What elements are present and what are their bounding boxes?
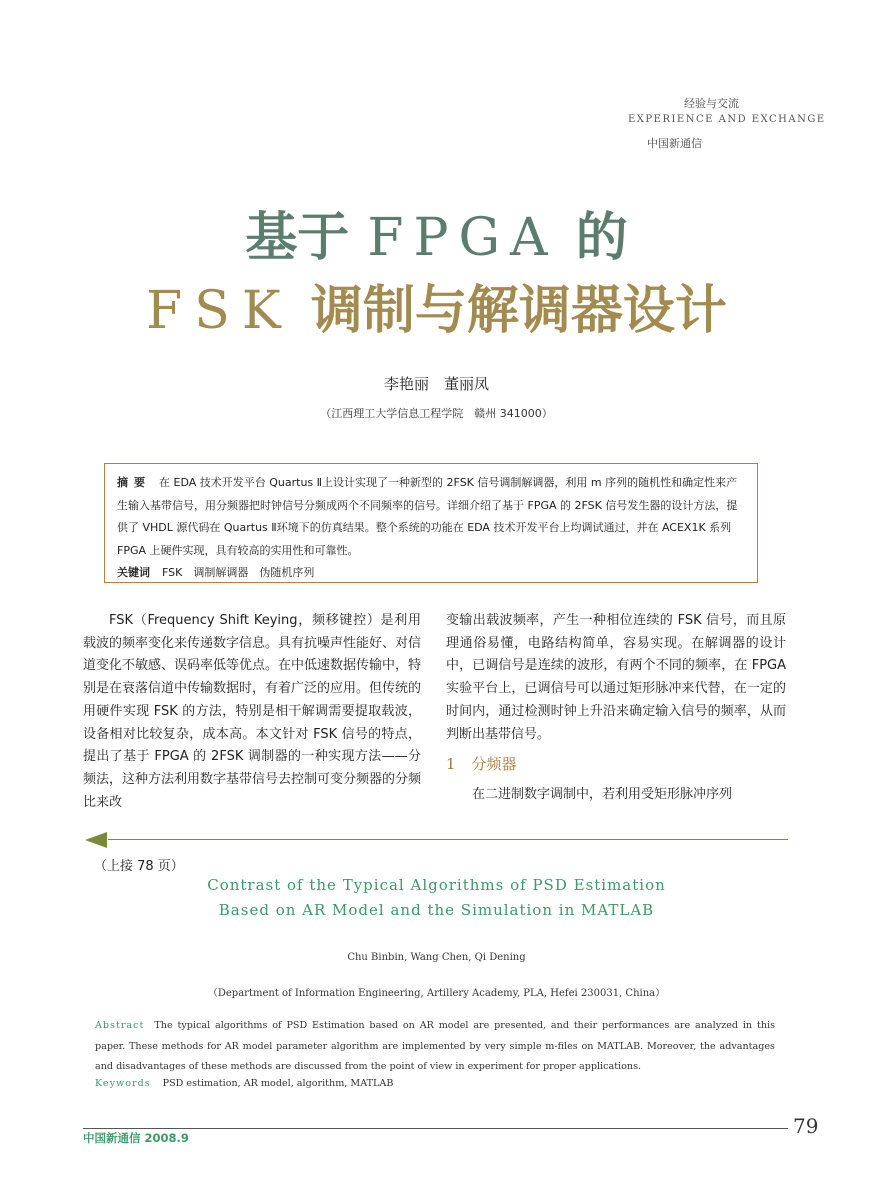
title-fpga: FPGA <box>367 208 558 268</box>
english-abstract <box>95 1016 775 1078</box>
english-abstract-label: Abstract <box>95 1020 145 1031</box>
footer-journal-issue: 中国新通信 2008.9 <box>83 1131 189 1145</box>
keywords-label: 关键词 <box>117 566 150 579</box>
body-column-right <box>446 610 786 807</box>
english-keywords <box>95 1078 393 1089</box>
english-title-line-1: Contrast of the Typical Algorithms of PSD Estimation <box>207 876 666 894</box>
section-heading <box>446 753 786 776</box>
section-category-cn: 经验与交流 <box>684 97 739 110</box>
title-cn-b: 的 <box>575 208 628 268</box>
english-authors: Chu Binbin, Wang Chen, Qi Dening <box>347 952 526 963</box>
body-paragraph: 在二进制数字调制中，若利用受矩形脉冲序列 <box>472 786 733 802</box>
abstract-text: 在 EDA 技术开发平台 Quartus Ⅱ上设计实现了一种新型的 2FSK 信号调制解调器，利用 m 序列的随机性和确定性来产生输入基带信号，用分频器把时钟信号分频成两个不同频率的信号。详细介绍了基于 FPGA 的 2FSK 信号发生器的设计方法，提供了 VHDL 源代码在 Quartus Ⅱ环境下的仿真结果。整个系统的功能在 EDA 技术开发平台上均调试通过，并在 ACEX1K 系列 FPGA 上硬件实现，具有较高的实用性和可靠性。 <box>117 476 738 557</box>
keywords-text: FSK 调制解调器 伪随机序列 <box>162 566 315 579</box>
section-title: 分频器 <box>471 755 517 774</box>
body-paragraph-continued: 变输出载波频率，产生一种相位连续的 FSK 信号，而且原理通俗易懂，电路结构简单，容易实现。在解调器的设计中，已调信号是连续的波形，有两个不同的频率，在 FPGA 实验平台上，已调信号可以通过矩形脉冲来代替，在一定的时间内，通过检测时钟上升沿来确定输入信号的频率，从而判断出基带信号。 <box>446 613 786 742</box>
body-column-left <box>83 610 421 814</box>
arrow-left-icon <box>85 832 107 848</box>
affiliation: （江西理工大学信息工程学院 赣州 341000） <box>320 407 553 420</box>
abstract-paragraph <box>117 472 745 562</box>
body-paragraph: FSK（Frequency Shift Keying，频移键控）是利用载波的频率变化来传递数字信息。具有抗噪声性能好、对信道变化不敏感、误码率低等优点。在中低速数据传输中，特别是在衰落信道中传输数据时，有着广泛的应用。但传统的用硬件实现 FSK 的方法，特别是相干解调需要提取载波，设备相对比较复杂，成本高。本文针对 FSK 信号的特点，提出了基于 FPGA 的 2FSK 调制器的一种实现方法——分频法，这种方法利用数字基带信号去控制可变分频器的分频比来改 <box>83 613 422 810</box>
english-affiliation: （Department of Information Engineering, Artillery Academy, PLA, Hefei 230031, China） <box>207 988 666 999</box>
title-cn-main: 调制与解调器设计 <box>310 281 727 341</box>
keywords-line <box>117 562 745 585</box>
separator-line <box>108 839 788 840</box>
english-abstract-text: The typical algorithms of PSD Estimation based on AR model are presented, and their performances are analyzed in this paper. These methods for AR model parameter algorithm are implemented by very simple m-files on MATLAB. Moreover, the advantages and disadvantages of these methods are discussed from the point of view in experiment for proper applications. <box>95 1020 775 1072</box>
english-keywords-text: PSD estimation, AR model, algorithm, MATLAB <box>162 1078 394 1089</box>
abstract-label: 摘要 <box>117 476 151 489</box>
section-category-en: EXPERIENCE AND EXCHANGE <box>628 114 826 125</box>
continued-from-note: （上接 78 页） <box>94 859 184 874</box>
section-number: 1 <box>446 755 456 774</box>
title-line-1 <box>0 195 873 270</box>
page-number: 79 <box>793 1114 819 1138</box>
authors: 李艳丽 董丽凤 <box>383 375 489 393</box>
english-title-line-2: Based on AR Model and the Simulation in MATLAB <box>218 901 655 919</box>
title-line-2 <box>0 268 873 343</box>
journal-name-header: 中国新通信 <box>647 137 702 150</box>
title-fsk: FSK <box>146 281 293 341</box>
title-cn-a: 基于 <box>245 208 350 268</box>
footer-rule <box>83 1128 788 1129</box>
english-keywords-label: Keywords <box>95 1078 151 1089</box>
abstract-box <box>104 463 758 583</box>
